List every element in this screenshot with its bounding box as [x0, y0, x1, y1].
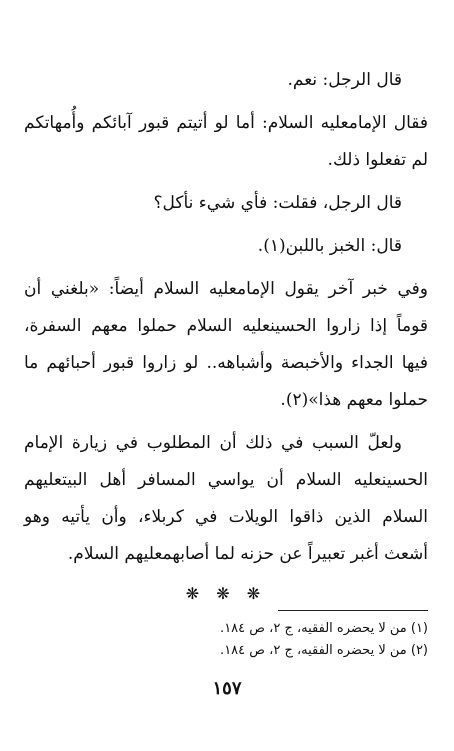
footnote-1: (١) من لا يحضره الفقيه، ج ٢، ص ١٨٤. [220, 621, 428, 636]
page-number: ١٥٧ [212, 678, 242, 699]
main-text [24, 62, 428, 609]
footnote-rule [278, 610, 428, 611]
paragraph-5: وفي خبر آخر يقول الإمامعليه السلام أيضاً: «بلغني أن قوماً إذا زاروا الحسينعليه السلام حملوا معهم السفرة، فيها الجداء والأخبصة وأشباهه.. لو زاروا قبور أحبائهم ما حملوا معهم هذا»(٢). [24, 279, 428, 410]
section-separator: ❋ ❋ ❋ [185, 584, 267, 603]
paragraph-4: قال: الخبز باللبن(١). [257, 236, 402, 256]
paragraph-2: فقال الإمامعليه السلام: أما لو أتيتم قبور آبائكم وأُمهاتكم لم تفعلوا ذلك. [24, 113, 428, 170]
footnote-2: (٢) من لا يحضره الفقيه، ج ٢، ص ١٨٤. [220, 643, 428, 658]
paragraph-1: قال الرجل: نعم. [287, 70, 402, 90]
paragraph-3: قال الرجل، فقلت: فأي شيء نأكل؟ [153, 193, 402, 213]
paragraph-6: ولعلّ السبب في ذلك أن المطلوب في زيارة الإمام الحسينعليه السلام أن يواسي المسافر أهل البيتعليهم السلام الذين ذاقوا الويلات في كربلاء، وأن يأتيه وهو أشعث أغبر تعبيراً عن حزنه لما أصابهمعليهم السلام. [24, 433, 428, 564]
footnotes [24, 618, 428, 662]
